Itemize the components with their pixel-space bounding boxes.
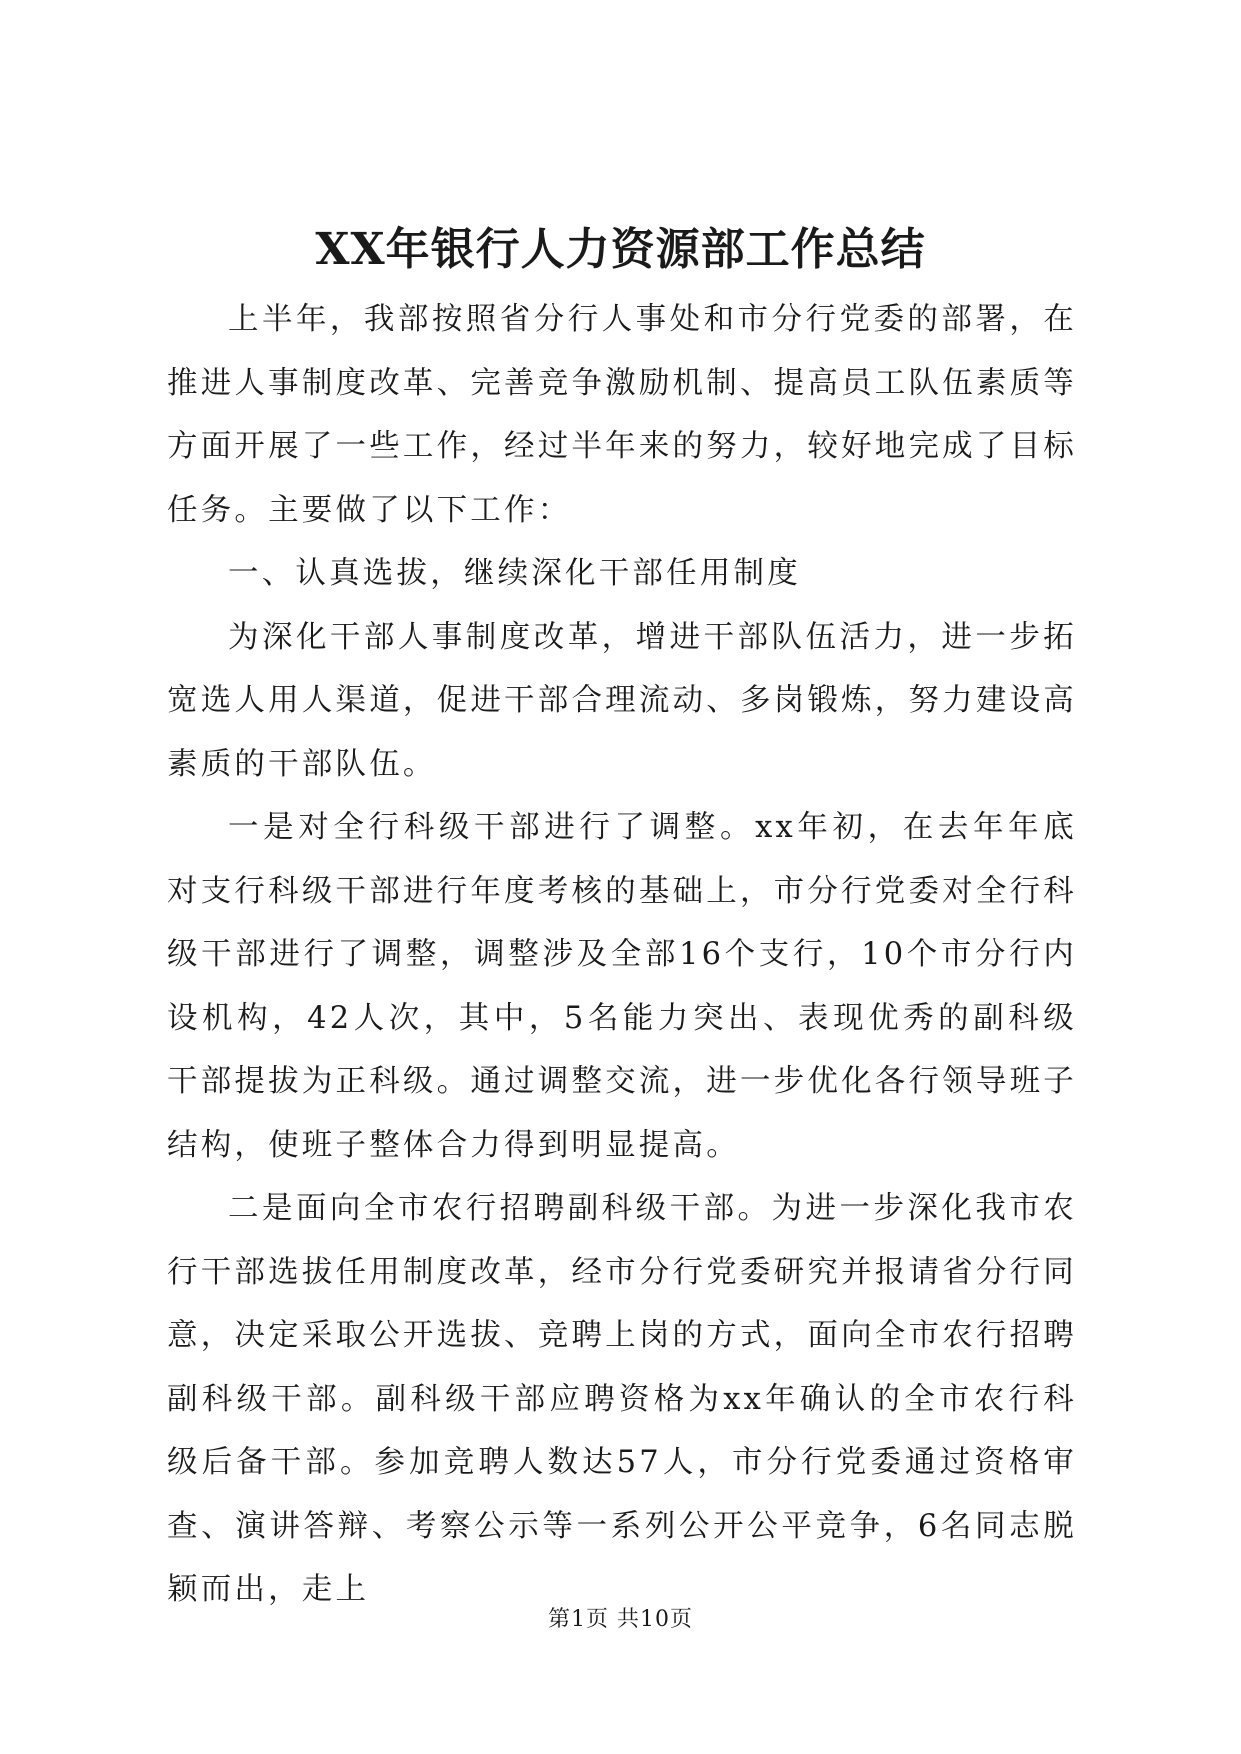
document-title: XX年银行人力资源部工作总结 — [315, 224, 926, 275]
page-number: 第1页 共10页 — [548, 1607, 693, 1632]
document-body — [167, 288, 1077, 1622]
paragraph-item-2: 二是面向全市农行招聘副科级干部。为进一步深化我市农行干部选拔任用制度改革，经市分行党委研究并报请省分行同意，决定采取公开选拔、竞聘上岗的方式，面向全市农行招聘副科级干部。副科级干部应聘资格为xx年确认的全市农行科级后备干部。参加竞聘人数达57人，市分行党委通过资格审查、演讲答辩、考察公示等一系列公开公平竞争，6名同志脱颖而出，走上 — [167, 1191, 1077, 1607]
paragraph-item-1: 一是对全行科级干部进行了调整。xx年初，在去年年底对支行科级干部进行年度考核的基础上，市分行党委对全行科级干部进行了调整，调整涉及全部16个支行，10个市分行内设机构，42人次，其中，5名能力突出、表现优秀的副科级干部提拔为正科级。通过调整交流，进一步优化各行领导班子结构，使班子整体合力得到明显提高。 — [167, 810, 1077, 1163]
paragraph-purpose: 为深化干部人事制度改革，增进干部队伍活力，进一步拓宽选人用人渠道，促进干部合理流动、多岗锻炼，努力建设高素质的干部队伍。 — [167, 619, 1077, 782]
paragraph-intro: 上半年，我部按照省分行人事处和市分行党委的部署，在推进人事制度改革、完善竞争激励机制、提高员工队伍素质等方面开展了一些工作，经过半年来的努力，较好地完成了目标任务。主要做了以下工作： — [167, 302, 1077, 528]
section-heading-1: 一、认真选拔，继续深化干部任用制度 — [228, 556, 801, 591]
